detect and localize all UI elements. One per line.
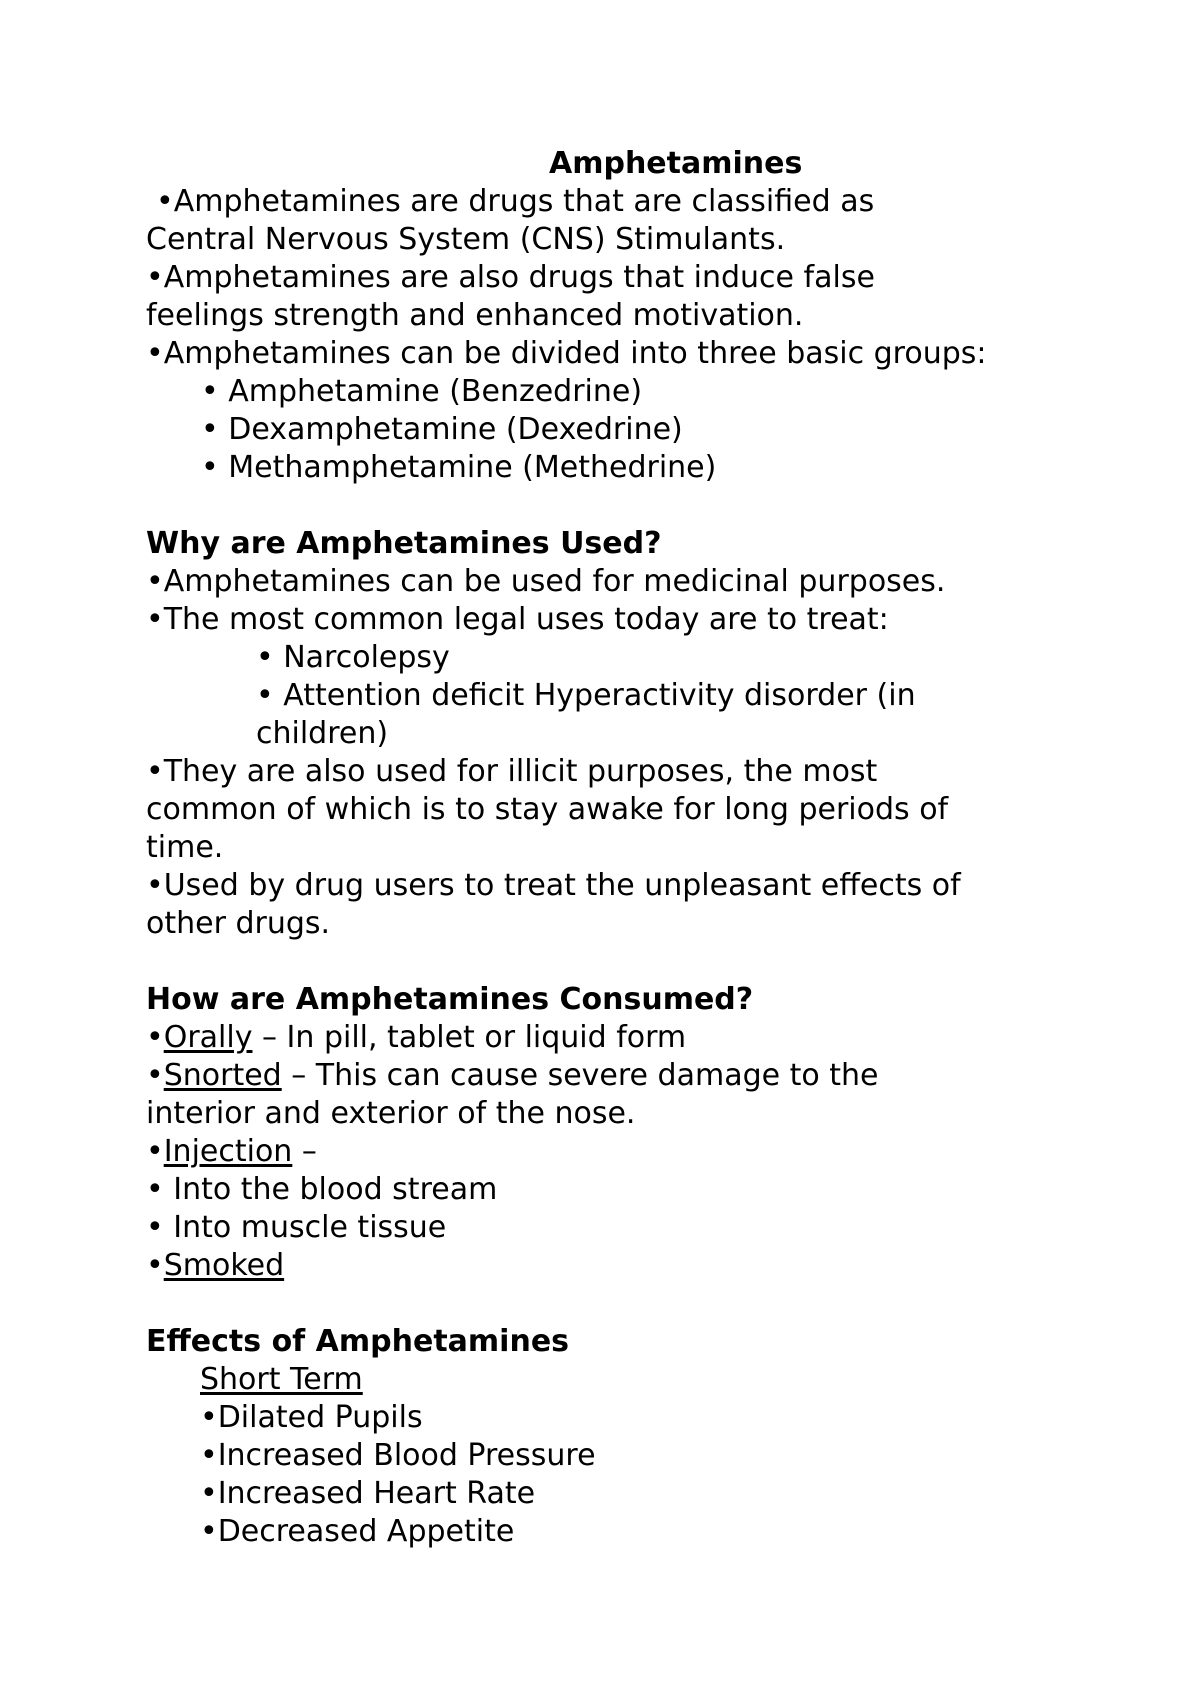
method-smoked-label: Smoked: [163, 1248, 285, 1283]
injection-item-blood-stream: • Into the blood stream: [146, 1172, 498, 1207]
intro-paragraph-2-line-2: feelings strength and enhanced motivation.: [146, 298, 804, 333]
uses-heading: Why are Amphetamines Used?: [146, 526, 662, 561]
uses-paragraph-4-line-1: •Used by drug users to treat the unpleasant effects of: [146, 868, 961, 903]
group-item-methamphetamine: • Methamphetamine (Methedrine): [201, 450, 717, 485]
uses-paragraph-4-line-2: other drugs.: [146, 906, 331, 941]
document-title: Amphetamines: [549, 146, 803, 181]
uses-paragraph-1: •Amphetamines can be used for medicinal purposes.: [146, 564, 946, 599]
effect-item-blood-pressure: •Increased Blood Pressure: [200, 1438, 596, 1473]
group-item-amphetamine: • Amphetamine (Benzedrine): [201, 374, 643, 409]
group-item-dexamphetamine: • Dexamphetamine (Dexedrine): [201, 412, 683, 447]
bullet-glyph: •: [146, 1134, 164, 1169]
method-orally-label: Orally: [163, 1020, 253, 1055]
effect-item-heart-rate: •Increased Heart Rate: [200, 1476, 536, 1511]
spacer: [146, 487, 1086, 525]
uses-paragraph-3-line-2: common of which is to stay awake for long periods of: [146, 792, 949, 827]
condition-item-narcolepsy: • Narcolepsy: [256, 640, 450, 675]
document-body: [146, 145, 1086, 1551]
method-smoked: [146, 1247, 1086, 1285]
method-orally-text: – In pill, tablet or liquid form: [252, 1020, 687, 1055]
effect-item-appetite: •Decreased Appetite: [200, 1514, 515, 1549]
method-injection-text: –: [292, 1134, 317, 1169]
method-orally: [146, 1019, 1086, 1057]
method-snorted-line-2: interior and exterior of the nose.: [146, 1096, 636, 1131]
intro-paragraph-2-line-1: •Amphetamines are also drugs that induce false: [146, 260, 875, 295]
consumed-heading: How are Amphetamines Consumed?: [146, 982, 754, 1017]
method-snorted: [146, 1057, 1086, 1095]
bullet-glyph: •: [146, 1248, 164, 1283]
uses-paragraph-2: •The most common legal uses today are to treat:: [146, 602, 889, 637]
bullet-glyph: •: [146, 1058, 164, 1093]
method-snorted-text: – This can cause severe damage to the: [281, 1058, 879, 1093]
bullet-glyph: •: [146, 1020, 164, 1055]
condition-item-adhd: • Attention deficit Hyperactivity disorder (in: [256, 678, 916, 713]
uses-paragraph-3-line-3: time.: [146, 830, 224, 865]
method-snorted-label: Snorted: [163, 1058, 282, 1093]
intro-paragraph-1-line-2: Central Nervous System (CNS) Stimulants.: [146, 222, 786, 257]
short-term-label: Short Term: [200, 1362, 363, 1397]
injection-item-muscle-tissue: • Into muscle tissue: [146, 1210, 447, 1245]
effects-heading: Effects of Amphetamines: [146, 1324, 570, 1359]
uses-paragraph-3-line-1: •They are also used for illicit purposes, the most: [146, 754, 878, 789]
method-injection: [146, 1133, 1086, 1171]
method-injection-label: Injection: [163, 1134, 293, 1169]
intro-paragraph-1-line-1: •Amphetamines are drugs that are classified as: [156, 184, 875, 219]
spacer: [146, 943, 1086, 981]
intro-paragraph-3: •Amphetamines can be divided into three basic groups:: [146, 336, 987, 371]
short-term-subheading: [146, 1361, 1086, 1399]
condition-item-adhd-continued: children): [256, 716, 389, 751]
effect-item-dilated-pupils: •Dilated Pupils: [200, 1400, 423, 1435]
spacer: [146, 1285, 1086, 1323]
